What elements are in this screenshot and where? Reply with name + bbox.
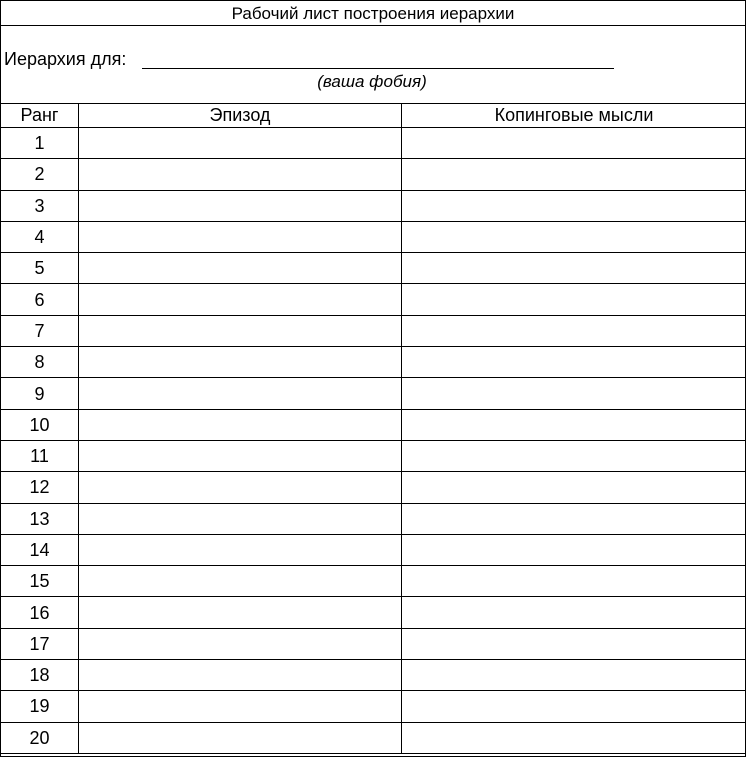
coping-cell[interactable] bbox=[402, 190, 746, 221]
episode-cell[interactable] bbox=[79, 722, 402, 753]
episode-cell[interactable] bbox=[79, 472, 402, 503]
worksheet-title: Рабочий лист построения иерархии bbox=[1, 1, 745, 26]
rank-cell: 9 bbox=[1, 378, 79, 409]
rank-cell: 11 bbox=[1, 440, 79, 471]
episode-cell[interactable] bbox=[79, 409, 402, 440]
rank-cell: 1 bbox=[1, 128, 79, 159]
coping-cell[interactable] bbox=[402, 566, 746, 597]
episode-cell[interactable] bbox=[79, 347, 402, 378]
coping-cell[interactable] bbox=[402, 347, 746, 378]
episode-cell[interactable] bbox=[79, 691, 402, 722]
rank-cell: 5 bbox=[1, 253, 79, 284]
episode-cell[interactable] bbox=[79, 503, 402, 534]
coping-cell[interactable] bbox=[402, 284, 746, 315]
table-row bbox=[1, 503, 746, 534]
coping-cell[interactable] bbox=[402, 660, 746, 691]
episode-cell[interactable] bbox=[79, 284, 402, 315]
rank-cell: 2 bbox=[1, 159, 79, 190]
coping-cell[interactable] bbox=[402, 503, 746, 534]
column-header-coping: Копинговые мысли bbox=[402, 104, 746, 128]
rank-cell: 19 bbox=[1, 691, 79, 722]
episode-cell[interactable] bbox=[79, 534, 402, 565]
episode-cell[interactable] bbox=[79, 440, 402, 471]
table-row bbox=[1, 440, 746, 471]
episode-cell[interactable] bbox=[79, 253, 402, 284]
coping-cell[interactable] bbox=[402, 628, 746, 659]
rank-cell: 17 bbox=[1, 628, 79, 659]
table-row bbox=[1, 315, 746, 346]
coping-cell[interactable] bbox=[402, 534, 746, 565]
coping-cell[interactable] bbox=[402, 221, 746, 252]
episode-cell[interactable] bbox=[79, 566, 402, 597]
table-row bbox=[1, 660, 746, 691]
rank-cell: 14 bbox=[1, 534, 79, 565]
rank-cell: 15 bbox=[1, 566, 79, 597]
episode-cell[interactable] bbox=[79, 190, 402, 221]
rank-cell: 10 bbox=[1, 409, 79, 440]
rank-cell: 3 bbox=[1, 190, 79, 221]
hierarchy-table bbox=[0, 103, 746, 754]
table-row bbox=[1, 378, 746, 409]
episode-cell[interactable] bbox=[79, 315, 402, 346]
hierarchy-for-label: Иерархия для: bbox=[4, 49, 127, 69]
rank-cell: 4 bbox=[1, 221, 79, 252]
table-row bbox=[1, 284, 746, 315]
table-body bbox=[1, 128, 746, 754]
coping-cell[interactable] bbox=[402, 691, 746, 722]
table-row bbox=[1, 159, 746, 190]
table-header-row bbox=[1, 104, 746, 128]
episode-cell[interactable] bbox=[79, 128, 402, 159]
rank-cell: 20 bbox=[1, 722, 79, 753]
column-header-rank: Ранг bbox=[1, 104, 79, 128]
rank-cell: 12 bbox=[1, 472, 79, 503]
phobia-hint: (ваша фобия) bbox=[317, 72, 427, 91]
episode-cell[interactable] bbox=[79, 378, 402, 409]
table-row bbox=[1, 566, 746, 597]
table-row bbox=[1, 472, 746, 503]
coping-cell[interactable] bbox=[402, 472, 746, 503]
table-row bbox=[1, 534, 746, 565]
table-row bbox=[1, 597, 746, 628]
table-row bbox=[1, 691, 746, 722]
table-row bbox=[1, 628, 746, 659]
rank-cell: 13 bbox=[1, 503, 79, 534]
table-row bbox=[1, 347, 746, 378]
coping-cell[interactable] bbox=[402, 378, 746, 409]
coping-cell[interactable] bbox=[402, 253, 746, 284]
episode-cell[interactable] bbox=[79, 660, 402, 691]
rank-cell: 6 bbox=[1, 284, 79, 315]
phobia-blank-line[interactable] bbox=[142, 68, 614, 69]
coping-cell[interactable] bbox=[402, 128, 746, 159]
coping-cell[interactable] bbox=[402, 597, 746, 628]
coping-cell[interactable] bbox=[402, 722, 746, 753]
table-row bbox=[1, 409, 746, 440]
coping-cell[interactable] bbox=[402, 440, 746, 471]
coping-cell[interactable] bbox=[402, 159, 746, 190]
episode-cell[interactable] bbox=[79, 159, 402, 190]
rank-cell: 7 bbox=[1, 315, 79, 346]
episode-cell[interactable] bbox=[79, 628, 402, 659]
episode-cell[interactable] bbox=[79, 597, 402, 628]
episode-cell[interactable] bbox=[79, 221, 402, 252]
coping-cell[interactable] bbox=[402, 409, 746, 440]
table-row bbox=[1, 128, 746, 159]
table-row bbox=[1, 190, 746, 221]
rank-cell: 18 bbox=[1, 660, 79, 691]
table-row bbox=[1, 722, 746, 753]
column-header-episode: Эпизод bbox=[79, 104, 402, 128]
table-row bbox=[1, 221, 746, 252]
table-row bbox=[1, 253, 746, 284]
rank-cell: 8 bbox=[1, 347, 79, 378]
rank-cell: 16 bbox=[1, 597, 79, 628]
coping-cell[interactable] bbox=[402, 315, 746, 346]
